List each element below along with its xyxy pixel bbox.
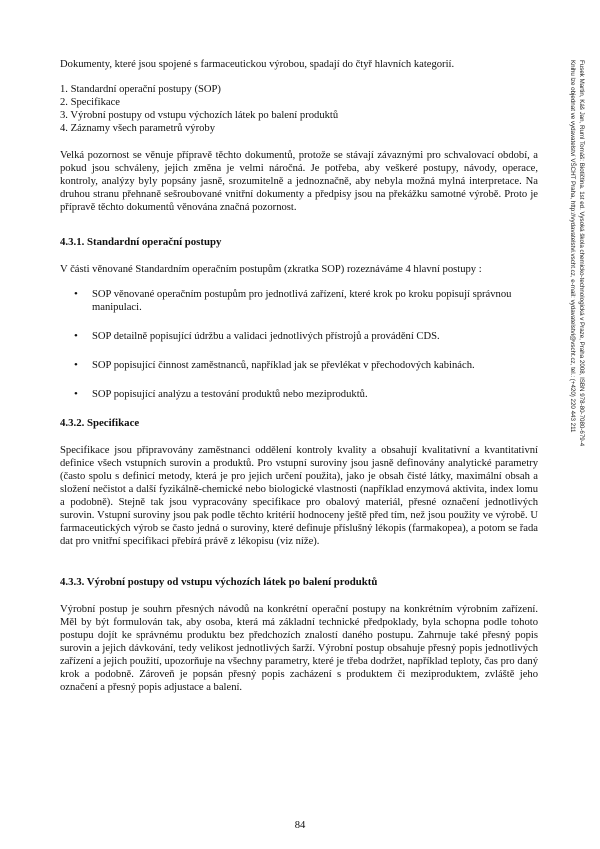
section-433-text: Výrobní postup je souhrn přesných návodů na konkrétní operační postupy na konkrétním výrobním zařízení. Měl by být formulován tak, aby osoba, která má základní technické předpoklady, byla schopna podle tohoto postupu dojít ke správnému produktu bez předchozích znalostí daného postupu. Zahrnuje také přesný popis surovin a jejich dávkování, tedy velikost jednotlivých šarží. Výrobní postup obsahuje přesný popis jednotlivých zařízení a jejich použití, upozorňuje na všechny parametry, které je třeba dodržet, například teploty, čas pro daný krok a podobně. Zároveň je popsán přesný popis zacházení s produktem či meziproduktem, zvláště jeho označení a přesný popis adjustace a balení.	[60, 604, 538, 693]
category-item: 1. Standardní operační postupy (SOP)	[60, 84, 221, 95]
category-item: 4. Záznamy všech parametrů výroby	[60, 123, 216, 134]
intro-text: Dokumenty, které jsou spojené s farmaceutickou výrobou, spadají do čtyř hlavních kategorií.	[60, 59, 455, 70]
section-heading-432: 4.3.2. Specifikace	[60, 417, 140, 429]
category-item: 3. Výrobní postupy od vstupu výchozích látek po balení produktů	[60, 110, 339, 121]
bullet-icon: •	[74, 330, 78, 342]
section-heading-433: 4.3.3. Výrobní postupy od vstupu výchozích látek po balení produktů	[60, 576, 378, 588]
citation-line: Knihu lze objednat ve vydavatelství VŠCHT Praha, http://vydavatelstvi.vscht.cz, e-mail: vydavatelstvi@vscht.cz, tel.: (+420) 220 443 211	[569, 60, 577, 433]
section-heading-431: 4.3.1. Standardní operační postupy	[60, 236, 222, 248]
sop-bullet-item: • SOP věnované operačním postupům pro jednotlivá zařízení, které krok po kroku popisují správnou manipulaci.	[74, 288, 512, 313]
category-item: 2. Specifikace	[60, 97, 121, 108]
sop-bullet-list	[60, 288, 538, 401]
document-body	[60, 58, 538, 694]
section-431-intro: V části věnované Standardním operačním postupům (zkratka SOP) rozeznáváme 4 hlavní postupy :	[60, 264, 482, 275]
attention-paragraph: Velká pozornost se věnuje přípravě těchto dokumentů, protože se stávají závaznými pro schvalovací období, a pokud jsou schváleny, jejich změna je velmi náročná. Je potřeba, aby veškeré postupy, návody, operace, kontroly, analýzy byly popsány jasně, srozumitelně a jednoznačně, aby nebyla možná mylná interpretace. Na druhou stranu přehnaně sešroubované vnitřní dokumenty a předpisy jsou na překážku samotné výrobě. Proto je přípravě těchto dokumentů věnována značná pozornost.	[60, 150, 538, 213]
sidebar-citation	[561, 60, 585, 580]
page-number: 84	[294, 820, 306, 831]
sop-bullet-item: • SOP popisující analýzu a testování produktů nebo meziproduktů.	[74, 388, 368, 400]
category-list	[60, 83, 538, 135]
bullet-icon: •	[74, 288, 78, 300]
bullet-icon: •	[74, 359, 78, 371]
sop-bullet-item: • SOP detailně popisující údržbu a validaci jednotlivých přístrojů a provádění CDS.	[74, 330, 440, 342]
bullet-icon: •	[74, 388, 78, 400]
citation-line: Fusek Martin, Káš Jan, Ruml Tomáš: Biotičtina. 1st ed. Vysoká škola chemicko-technologická v Praze, Praha 2008, ISBN 978-80-7080-679-4	[578, 60, 585, 447]
section-432-text: Specifikace jsou připravovány zaměstnanci oddělení kontroly kvality a obsahují kvalitativní a kvantitativní definice všech vstupních surovin a produktů. Pro vstupní suroviny jsou jasně definovány analytické parametry (často spolu s definicí metody, která je pro jejich určení použita), jako je obsah čisté látky, maximální obsah a složení nečistot a další fyzikálně-chemické nebo biologické vlastnosti (například enzymová aktivita, index lomu a podobně). Stejně tak jsou vypracovány specifikace pro obalový materiál, přesné označení jednotlivých surovin. Vstupní suroviny jsou pak podle těchto kritérií hodnoceny ještě před tím, než jsou použity ve výrobě. U farmaceutických výrob se často jedná o suroviny, které definuje příslušný lékopis (farmakopea), a potom se řada dat pro vnitřní specifikaci přebírá právě z lékopisu (viz níže).	[60, 445, 538, 547]
sop-bullet-item: • SOP popisující činnost zaměstnanců, například jak se převlékat v přechodových kabinách.	[74, 359, 475, 371]
